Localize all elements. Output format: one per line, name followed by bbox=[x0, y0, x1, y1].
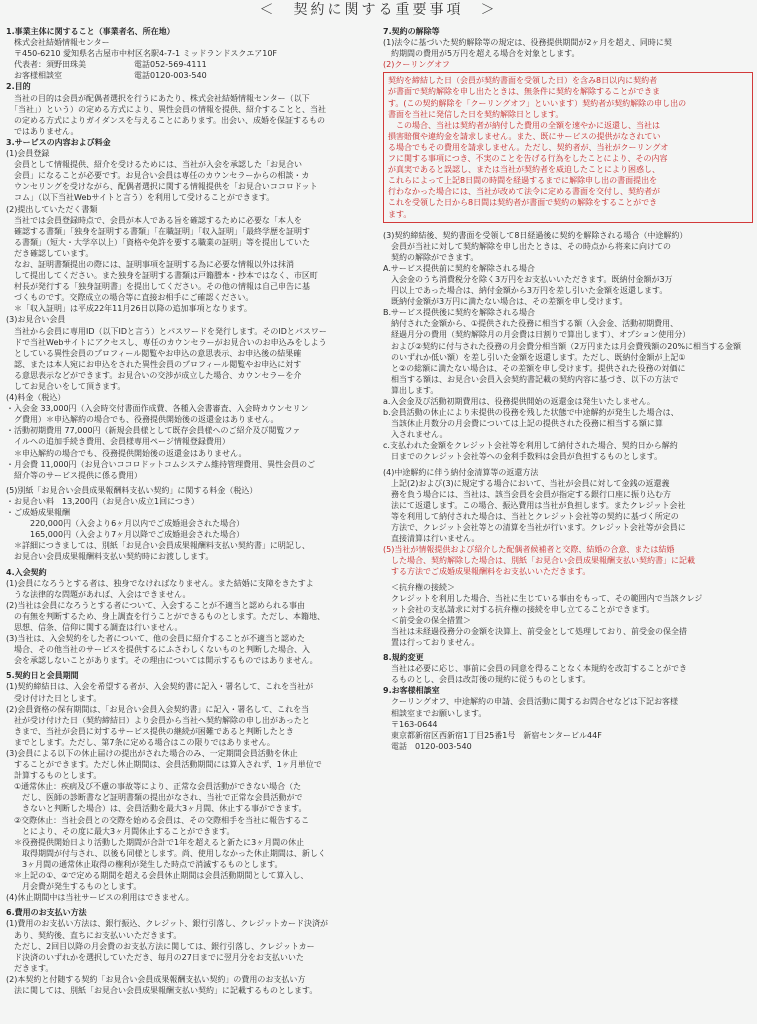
body-text-line: ＜抗弁権の接続＞ bbox=[383, 582, 455, 592]
body-text-line: c.支払われた金額をクレジット会社等を利用して納付された場合、契約日から解約 bbox=[383, 441, 678, 451]
body-text-line: 「当社」）という）の定める方式により、異性会員の情報を提供、紹介することと、当社 bbox=[6, 104, 326, 114]
body-text-line: 場合、その他当社のサービスを提供するにふさわしくないものと判断した場合、入 bbox=[6, 645, 310, 655]
body-text-line: (5)当社が情報提供および紹介した配偶者候補者と交際、結婚の合意、または結婚 bbox=[383, 545, 675, 555]
body-text-line: までとします。ただし、第7条に定める場合はこの限りではありません。 bbox=[6, 737, 275, 747]
notice-line: 行わなかった場合には、当社が改めて法令に定める書面を交付し、契約者が bbox=[388, 187, 660, 197]
body-text-line: ①通常休止：疾病及び不慮の事故等により、正常な会員活動ができない場合（た bbox=[6, 782, 302, 792]
body-text-line: 月会費が発生するものとします。 bbox=[6, 882, 142, 892]
notice-line: フに関する事項につき、不実のことを告げる行為をしたことにより、その内容 bbox=[388, 154, 668, 164]
body-text-line: クレジットを利用した場合、当社に生じている事由をもって、その範囲内で当該クレジ bbox=[383, 593, 703, 603]
body-text-line: ット会社の支払請求に対する抗弁権の接続を申し立てることができます。 bbox=[383, 604, 655, 614]
notice-line: 契約を締結した日（会員が契約書面を受領した日）を含み8日以内に契約者 bbox=[388, 76, 658, 86]
body-text-line: 〒450-6210 愛知県名古屋市中村区名駅4-7-1 ミッドランドスクエア10F bbox=[6, 49, 278, 59]
body-text-line: とにより、その度に最大3ヶ月間休止することができます。 bbox=[6, 826, 235, 836]
notice-line: す。(この契約解除を「クーリングオフ」といいます）契約者が契約解除の申し出の bbox=[388, 98, 687, 108]
body-text-line: 当社は未経過役務分の金額を決算上、前受金として処理しており、前受金の保全措 bbox=[383, 626, 687, 636]
body-text-line: 株式会社結婚情報センター bbox=[6, 38, 110, 48]
body-text-line: してお見合いをして頂きます。 bbox=[6, 382, 126, 391]
body-text-line: (1)費用のお支払い方法は、銀行振込、クレジット、銀行引落し、クレジットカード決済が bbox=[6, 919, 328, 929]
notice-line: が真実であると誤認し、または当社が契約者を威迫したことにより困惑し、 bbox=[388, 165, 660, 175]
body-text-line: 当社は必要に応じ、事前に会員の同意を得ることなく本規約を改訂することができ bbox=[383, 664, 687, 674]
section-heading: 3.サービスの内容および料金 bbox=[6, 137, 111, 147]
body-text-line: B.サービス提供後に契約を解除される場合 bbox=[383, 308, 536, 318]
body-text-line: (4)中途解約に伴う納付金清算等の返還方法 bbox=[383, 467, 539, 477]
body-text-line: 入会金のうち消費税分を除く3万円をお支払いいただきます。既納付金額が3万 bbox=[383, 274, 673, 284]
body-text-line: ②交際休止：当社会員との交際を始める会員は、その交際相手を当社に報告するこ bbox=[6, 815, 310, 825]
body-text-line: 算出します。 bbox=[383, 385, 439, 395]
body-text-line: した場合、契約解除した場合は、別紙「お見合い会員成果報酬支払い契約書」に記載 bbox=[383, 556, 695, 566]
section-heading: 1.事業主体に関すること（事業者名、所在地） bbox=[6, 27, 175, 36]
body-text-line: ＜前受金の保全措置＞ bbox=[383, 615, 471, 625]
body-text-line: A.サービス提供前に契約を解除される場合 bbox=[383, 263, 535, 273]
cooling-off-heading: (2)クーリングオフ bbox=[383, 60, 450, 70]
body-text-line: るものとし、会員は改訂後の規約に従うものとします。 bbox=[383, 675, 591, 685]
body-text-line: 契約の解除ができます。 bbox=[383, 252, 479, 262]
body-text-line: クーリングオフ、中途解約の申請、会員活動に関するお問合せなどは下記お客様 bbox=[383, 697, 678, 707]
body-text-line: することができます。ただし休止期間は、会員活動期間には算入されず、1ヶ月単位で bbox=[6, 760, 322, 770]
body-text-line: 約期間の費用が5万円を超える場合を対象とします。 bbox=[383, 49, 580, 59]
body-text-line: (3)当社は、入会契約をした者について、他の会員に紹介することが不適当と認めた bbox=[6, 634, 306, 644]
body-text-line: (3)お見合い会員 bbox=[6, 315, 66, 325]
left-column bbox=[6, 26, 375, 1022]
body-text-line: ・活動初期費用 77,000円（新規会員様として既存会員様へのご紹介及び閲覧ファ bbox=[6, 426, 301, 436]
body-text-line: ド決済のいずれかを選択していただき、毎月の27日までに翌月分をお支払いいた bbox=[6, 952, 304, 962]
body-text-line: づくものです。交際成立の場合等に直接お相手にご確認ください。 bbox=[6, 293, 254, 303]
body-text-line: 受け付けた日とします。 bbox=[6, 693, 102, 703]
body-text-line: 東京都新宿区西新宿1丁目25番1号 新宿センタービル44F bbox=[383, 730, 602, 740]
body-text-line: 会を承認しないことがあります。その理由については開示するものではありません。 bbox=[6, 656, 318, 666]
notice-line: が書面で契約解除を申し出たときは、無条件に契約を解除することができま bbox=[388, 87, 660, 97]
notice-line: これらによって上記8日間の時間を経過するまでに解除申し出の書面提出を bbox=[388, 176, 658, 186]
body-text-line: ・月会費 11,000円（お見合いココロドットコムシステム維持管理費用、異性会員のご bbox=[6, 459, 316, 469]
body-text-line: 相当する額は、お見合い会員入会契約書記載の契約内容に基づき、以下の方法で bbox=[383, 374, 679, 384]
body-text-line: なお、証明書類提出の際には、証明事項を証明する為に必要な情報以外は抹消 bbox=[6, 259, 294, 269]
body-text-line: 円以上であった場合は、納付金額から3万円を差し引いた金額を返還します。 bbox=[383, 286, 668, 296]
body-text-line: する方法でご成婚成果報酬料をお支払いいただきます。 bbox=[383, 567, 591, 577]
notice-line: る場合でもその費用を請求しません。ただし、契約者が、当社がクーリングオ bbox=[388, 142, 669, 152]
body-text-line: (1)会員登録 bbox=[6, 149, 50, 159]
body-text-line: としている異性会員のプロフィール閲覧やお申込の意思表示、お申込後の結果確 bbox=[6, 348, 302, 358]
body-text-line: だきます。 bbox=[6, 963, 54, 973]
body-text-line: (3)会員による以下の休止届けの提出がされた場合のみ、一定期間会員活動を休止 bbox=[6, 749, 298, 758]
section-heading: 4.入会契約 bbox=[6, 567, 47, 577]
body-text-line: 納付された金額から、①提供された役務に相当する額（入会金、活動初期費用、 bbox=[383, 319, 679, 329]
body-text-line: 220,000円（入会より6ヶ月以内でご成婚退会された場合） bbox=[6, 519, 245, 529]
body-text-line: 直接清算は行いません。 bbox=[383, 534, 480, 544]
body-text-line: 村長が発行する「独身証明書」を提出してください。その他の情報は自己申告に基 bbox=[6, 282, 310, 292]
body-text-line: および②契約に付与された役務の月会費分相当額（2万円または月会費残額の20%に相当する金額 bbox=[383, 341, 742, 351]
body-text-line: 当社の目的は会員が配偶者選択を行うにあたり、株式会社結婚情報センター（以下 bbox=[6, 93, 310, 103]
body-text-line: ＊役務提供開始日より活動した期間が合計で1年を超えると新たに3ヶ月間の休止 bbox=[6, 837, 305, 847]
body-text-line: 務を負う場合には、当社は、該当会員を会員が指定する銀行口座に振り込む方 bbox=[383, 489, 671, 499]
body-text-line: 当該休止月数分の月会費については上記の提供された役務に相当する額に算 bbox=[383, 419, 663, 429]
body-text-line: だし、医師の診断書など証明書類の提出がなされ、当社で正常な会員活動がで bbox=[6, 793, 303, 803]
body-text-line: ＊詳細につきましては、別紙「お見合い会員成果報酬料支払い契約書」に明記し、 bbox=[6, 541, 310, 551]
body-text-line: (2)会員資格の保有期間は、「お見合い会員入会契約書」に記入・署名して、これを当 bbox=[6, 704, 310, 714]
section-heading: 2.目的 bbox=[6, 82, 31, 92]
body-text-line: お見合い会員成果報酬料支払い契約時にお渡しします。 bbox=[6, 552, 214, 562]
body-text-line: お客様相談室 電話0120-003-540 bbox=[6, 71, 207, 81]
body-text-line: 日までのクレジット会社等への金利手数料は会員が負担するものとします。 bbox=[383, 452, 663, 462]
body-text-line: 代表者：須野田珠美 電話052-569-4111 bbox=[6, 60, 207, 70]
body-text-line: だき確認しています。 bbox=[6, 248, 94, 258]
body-text-line: 165,000円（入会より7ヶ月以降でご成婚退会された場合） bbox=[6, 530, 245, 540]
body-text-line: 3ヶ月間の通常休止取得の権利が発生した時点で消滅するものとします。 bbox=[6, 859, 283, 869]
body-text-line: きないと判断した場合）は、会員活動を最大3ヶ月間、休止する事ができます。 bbox=[6, 804, 307, 814]
body-text-line: 上記(2)および(3)に規定する場合において、当社が会員に対して金銭の返還義 bbox=[383, 478, 670, 488]
body-text-line: ＊申込解約の場合でも、役務提供開始後の返還金はありません。 bbox=[6, 448, 247, 458]
body-text-line: 思想、信条、信仰に関する調査は行いません。 bbox=[6, 622, 183, 632]
body-text-line: 電話 0120-003-540 bbox=[383, 741, 472, 751]
body-text-line: ＊上記の①、②で定める期間を超える会員休止期間は会員活動期間として算入し、 bbox=[6, 871, 309, 881]
body-text-line: うな法律的な問題があれば、入会はできません。 bbox=[6, 589, 191, 599]
body-text-line: 当社では会員登録時点で、会員が本人である旨を確認するために必要な「本人を bbox=[6, 215, 302, 225]
body-text-line: ・ご成婚成果報酬 bbox=[6, 508, 70, 518]
body-text-line: (1)会員になろうとする者は、独身でなければなりません。また結婚に支障をきたすよ bbox=[6, 578, 314, 588]
body-text-line: 法にて返還します。この場合、振込費用は当社が負担します。またクレジット会社 bbox=[383, 500, 686, 510]
body-text-line: 計算するものとします。 bbox=[6, 771, 102, 781]
body-text-line: グ費用）＊申込解約の場合でも、役務提供開始後の返還金はありません。 bbox=[6, 415, 279, 425]
body-text-line: 方法で、クレジット会社等との清算を当社が行います。クレジット会社等が会員に bbox=[383, 523, 686, 533]
body-text-line: と②の総額に満たない場合は、その差額を申し受けます。提供された役務の対価に bbox=[383, 363, 686, 373]
section-heading: 7.契約の解除等 bbox=[383, 27, 440, 36]
body-text-line: (3)契約締結後、契約書面を受領して8日経過後に契約を解除される場合（中途解約） bbox=[383, 230, 688, 240]
body-text-line: 等を利用して納付された場合は、当社とクレジット会社等の契約に基づく所定の bbox=[383, 511, 679, 521]
right-column bbox=[383, 26, 753, 1022]
body-text-line: (1)契約締結日は、入会を希望する者が、入会契約書に記入・署名して、これを当社が bbox=[6, 682, 314, 692]
body-text-line: して提出してください。また独身を証明する書類は戸籍謄本・抄本ではなく、市区町 bbox=[6, 271, 318, 281]
body-text-line: 相談室までお願いします。 bbox=[383, 708, 487, 718]
body-text-line: イルへの追加手続き費用、会員様専用ページ情報登録費用） bbox=[6, 437, 230, 447]
body-text-line: (2)本契約と付随する契約「お見合い会員成果報酬支払い契約」の費用のお支払い方 bbox=[6, 974, 306, 984]
body-text-line: る意思表示などができます。お見合いの交渉が成立した場合、カウンセラーを介 bbox=[6, 370, 302, 380]
body-text-line: a.入会金及び活動初期費用は、役務提供開始の返還金は発生いたしません。 bbox=[383, 397, 655, 406]
body-text-line: ではありません。 bbox=[6, 126, 79, 136]
section-heading: 9.お客様相談室 bbox=[383, 686, 440, 696]
body-text-line: (4)休止期間中は当社サービスの利用はできません。 bbox=[6, 893, 194, 903]
body-text-line: の有無を判断するため、身上調査を行うことができるものとします。ただし、本籍地、 bbox=[6, 611, 326, 621]
body-text-line: 〒163-0644 bbox=[383, 719, 438, 729]
document-title: ＜ 契約に関する重要事項 ＞ bbox=[259, 2, 498, 18]
section-heading: 5.契約日と会員期間 bbox=[6, 671, 79, 681]
body-text-line: きまで、当社が会員に対するサービス提供の継続が困難であると判断したとき bbox=[6, 726, 294, 736]
body-text-line: 既納付金額が3万円に満たない場合は、その差額を申し受けます。 bbox=[383, 297, 628, 307]
body-text-line: 会員として情報提供、紹介を受けるためには、当社が入会を承認した「お見合い bbox=[6, 160, 302, 170]
notice-line: 損害賠償や違約金を請求しません。また、既にサービスの提供がなされてい bbox=[388, 131, 661, 141]
body-text-line: ウンセリングを受けながら、配偶者選択に関する情報提供を「お見合いココロドット bbox=[6, 182, 318, 192]
section-heading: 6.費用のお支払い方法 bbox=[6, 908, 87, 918]
body-text-line: ・お見合い料 13,200円（お見合い成立1回につき） bbox=[6, 496, 199, 506]
body-text-line: あり、契約後、直ちにお支払いいただきます。 bbox=[6, 930, 182, 940]
body-text-line: 置は行っておりません。 bbox=[383, 637, 480, 647]
body-text-line: (1)法令に基づいた契約解除等の規定は、役務提供期間が2ヶ月を超え、同時に契 bbox=[383, 38, 672, 48]
body-text-line: 取得期間が付与され、以後も同様とします。尚、使用しなかった休止期間は、新しく bbox=[6, 848, 326, 858]
body-text-line: 紹介等のサービス提供に係る費用） bbox=[6, 470, 142, 480]
section-heading: 8.規約変更 bbox=[383, 653, 424, 663]
body-text-line: (2)当社は会員になろうとする者について、入会することが不適当と認められる事由 bbox=[6, 600, 306, 610]
body-text-line: 認、または本人宛にお申込をされた異性会員のプロフィール閲覧やお申込に対す bbox=[6, 359, 302, 369]
body-text-line: 会員」になることが必要です。お見合い会員は専任のカウンセラーからの相談・カ bbox=[6, 171, 310, 181]
body-text-line: (5)別紙「お見合い会員成果報酬料支払い契約」に関する料金（税込） bbox=[6, 485, 258, 495]
body-text-line: 社が受け付けた日（契約締結日）より会員から当社へ契約解除の申し出があったと bbox=[6, 715, 310, 725]
body-text-line: コム」（以下当社Webサイトと言う）を利用して受けることができます。 bbox=[6, 193, 275, 203]
notice-line: ます。 bbox=[388, 209, 412, 219]
body-text-line: ＊「収入証明」は平成22年11月26日以降の追加事項となります。 bbox=[6, 304, 252, 314]
cooling-off-notice-box bbox=[383, 72, 753, 222]
notice-line: この場合、当社は契約者が納付した費用の全額を速やかに返還し、当社は bbox=[388, 120, 660, 130]
body-text-line: ・入会金 33,000円（入会時交付書面作成費、各種入会書審査、入会時カウンセリン bbox=[6, 404, 309, 414]
notice-line: これを受領した日から8日間は契約者が書面で契約の解除をすることができ bbox=[388, 198, 658, 208]
body-text-line: 確認する書類」「独身を証明する書類」「在職証明」「収入証明」「最終学歴を証明す bbox=[6, 226, 310, 236]
body-text-line: 会員が当社に対して契約解除を申し出たときは、その時点から将来に向けての bbox=[383, 241, 671, 251]
body-text-line: のいずれか低い額）を差し引いた金額を返還します。ただし、既納付金額が上記① bbox=[383, 352, 686, 362]
body-text-line: の定める方式によりガイダンスを与えることにあります。出会い、成婚を保証するもの bbox=[6, 115, 325, 125]
body-text-line: 法に関しては、別紙「お見合い会員成果報酬支払い契約」に記載するものとします。 bbox=[6, 985, 318, 995]
body-text-line: ただし、2回目以降の月会費のお支払方法に関しては、銀行引落し、クレジットカー bbox=[6, 941, 315, 951]
notice-line: 書面を当社に発信した日を契約解除日とします。 bbox=[388, 109, 564, 119]
body-text-line: b.会員活動の休止により未提供の役務を残した状態で中途解約が発生した場合は、 bbox=[383, 408, 679, 418]
body-text-line: (4)料金（税込） bbox=[6, 393, 66, 403]
body-text-line: 経過月分の費用（契約解除月の月会費は日割りで算出します）、オプション使用分） bbox=[383, 330, 691, 340]
body-text-line: (2)提出していただく書類 bbox=[6, 204, 98, 214]
body-text-line: 入されません。 bbox=[383, 430, 448, 440]
body-text-line: る書類」（短大・大学卒以上）「資格や免許を要する職業の証明」等を提出していた bbox=[6, 237, 310, 247]
body-text-line: 当社から会員に専用ID（以下IDと言う）とパスワードを発行します。そのIDとパスワー bbox=[6, 326, 327, 336]
body-text-line: ドで当社Webサイトにアクセスし、専任のカウンセラーがお見合いのお申込みをしよう bbox=[6, 337, 327, 347]
